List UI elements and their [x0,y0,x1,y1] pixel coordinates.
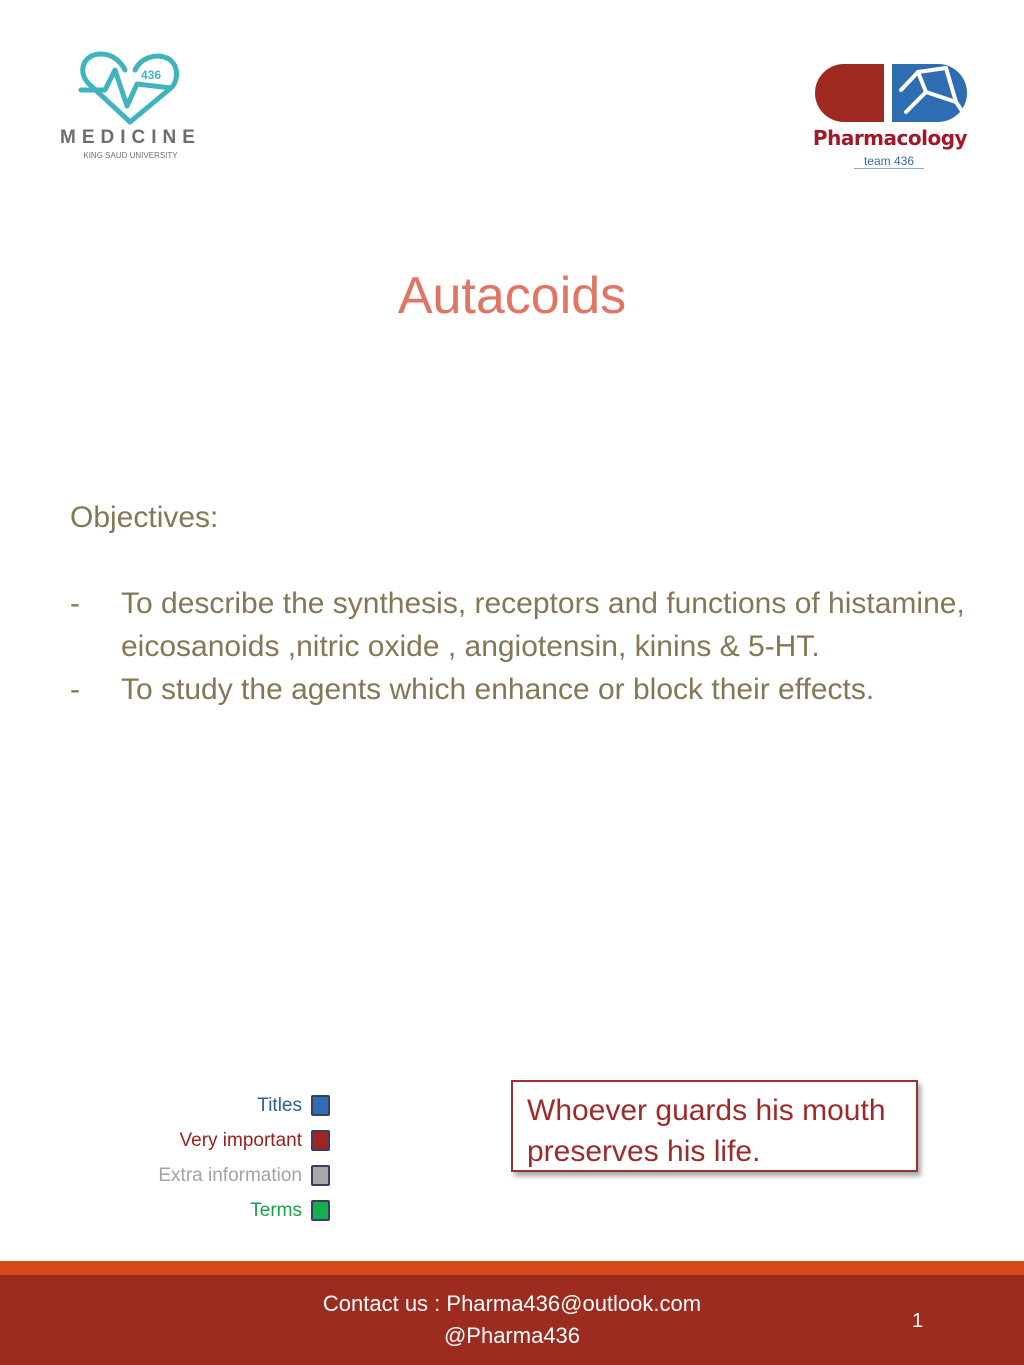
quote-line-1: Whoever guards his mouth [527,1094,886,1127]
color-legend [100,1088,330,1228]
quote-line-2: preserves his life. [527,1135,761,1168]
objectives-list [70,582,970,711]
gray-swatch-icon [311,1165,330,1186]
dash-bullet: - [70,587,80,620]
footer-bar [0,1275,1024,1365]
heartbeat-heart-icon [75,50,185,130]
legend-item-extra-information [100,1158,330,1193]
footer-contact [0,1288,1024,1352]
page-number: 1 [912,1310,924,1332]
svg-text:436: 436 [141,68,162,82]
blue-swatch-icon [311,1095,330,1116]
red-swatch-icon [311,1130,330,1151]
objective-item [70,582,970,668]
pharmacology-logo [806,62,974,174]
legend-item-terms [100,1193,330,1228]
objective-item [70,668,970,711]
legend-label: Terms [250,1199,302,1221]
contact-email[interactable]: Contact us : Pharma436@outlook.com [322,1291,702,1316]
footer-accent-stripe [0,1261,1024,1275]
pharmacology-wordmark: Pharmacology [812,126,968,150]
objectives-heading: Objectives: [70,501,219,534]
medicine-logo [40,45,215,170]
objectives-section [70,496,970,711]
legend-label: Extra information [158,1164,302,1186]
legend-item-very-important [100,1123,330,1158]
team-label: team 436 [854,154,924,169]
legend-item-titles [100,1088,330,1123]
dash-bullet: - [70,673,80,706]
green-swatch-icon [311,1200,330,1221]
social-handle[interactable]: @Pharma436 [443,1323,581,1348]
medicine-wordmark: MEDICINE [60,127,201,148]
legend-label: Titles [257,1094,302,1116]
objective-text: To describe the synthesis, receptors and functions of histamine, eicosanoids ,nitric oxide , angiotensin, kinins & 5-HT. [121,587,965,663]
quote-box [511,1080,918,1172]
legend-label: Very important [179,1129,302,1151]
objective-text: To study the agents which enhance or block their effects. [121,673,875,706]
capsule-icon [806,62,974,124]
university-name: KING SAUD UNIVERSITY [83,151,178,160]
page-title: Autacoids [397,267,627,325]
